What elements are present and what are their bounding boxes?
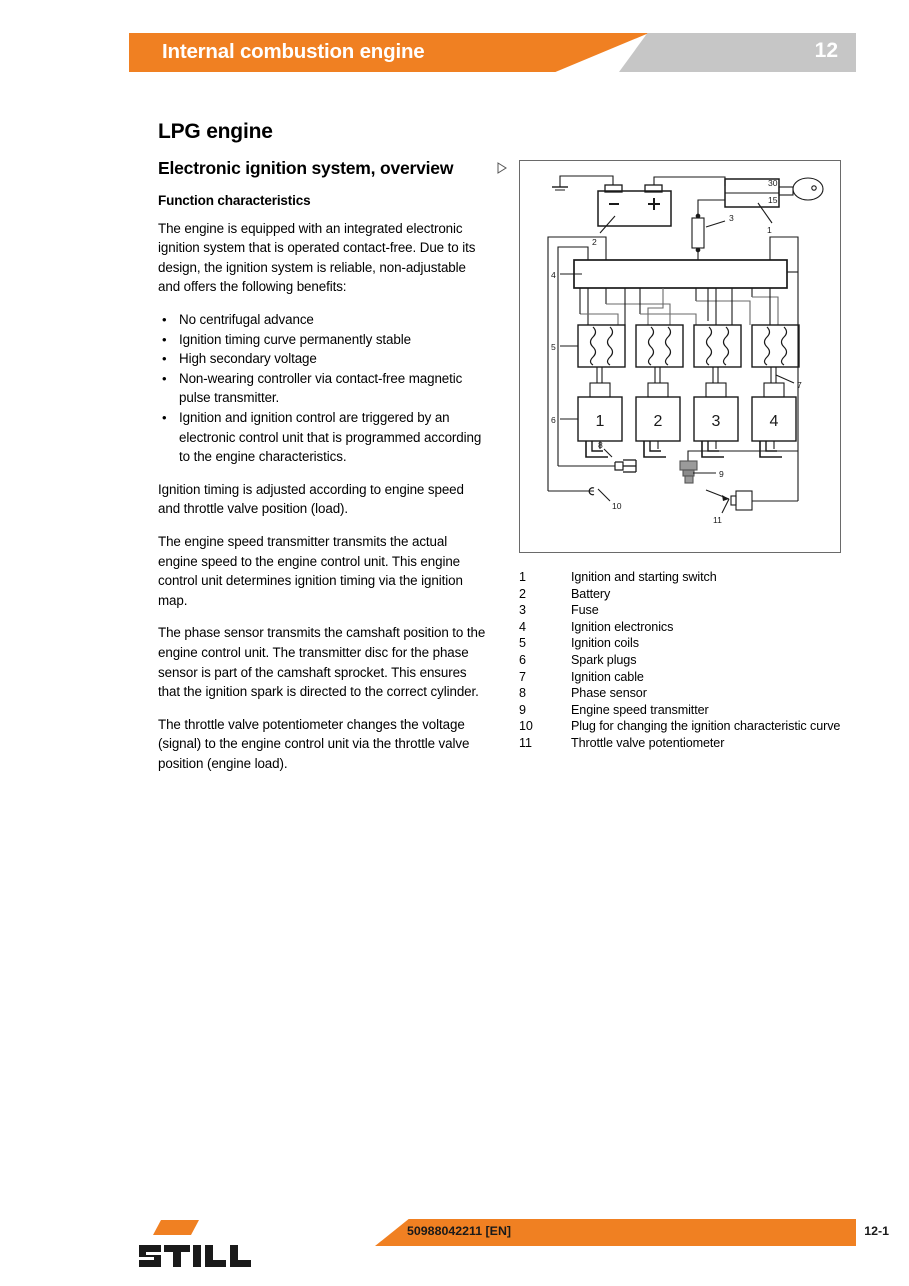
callout-3: 3 xyxy=(729,213,734,223)
legend-label: Plug for changing the ignition characteristic curve xyxy=(571,719,841,734)
cylinder-number-1: 1 xyxy=(595,413,605,430)
body-paragraph: The phase sensor transmits the camshaft position to the engine control unit. The transmitter disc for the phase sensor is part of the camshaft sprocket. This ensures that the ignition spark is directed to the correct cylinder. xyxy=(158,625,486,700)
terminal-15-label: 15 xyxy=(768,195,778,205)
heading-function-characteristics: Function characteristics xyxy=(158,193,311,209)
legend-item xyxy=(519,569,859,586)
legend-item xyxy=(519,602,859,619)
legend-item xyxy=(519,718,859,735)
legend-label: Ignition and starting switch xyxy=(571,570,717,584)
legend-item xyxy=(519,685,859,702)
chapter-number: 12 xyxy=(814,39,838,62)
cylinder-number-4: 4 xyxy=(769,413,779,430)
still-logo xyxy=(137,1216,263,1268)
subsection-heading-overview: Electronic ignition system, overview xyxy=(158,158,454,179)
page-header xyxy=(129,33,856,72)
legend-label: Throttle valve potentiometer xyxy=(571,735,725,750)
benefits-list xyxy=(158,310,488,467)
legend-number: 8 xyxy=(519,686,526,701)
legend-label: Ignition cable xyxy=(571,669,644,684)
callout-9: 9 xyxy=(719,469,724,479)
section-heading-lpg-engine: LPG engine xyxy=(158,120,273,143)
callout-1: 1 xyxy=(767,225,772,235)
legend-label: Spark plugs xyxy=(571,652,637,667)
callout-5: 5 xyxy=(551,342,556,352)
body-paragraph: Ignition timing is adjusted according to engine speed and throttle valve position (load). xyxy=(158,481,464,517)
callout-6: 6 xyxy=(551,415,556,425)
legend-item xyxy=(519,669,859,686)
callout-11: 11 xyxy=(713,515,722,525)
legend-number: 11 xyxy=(519,735,532,750)
callout-2: 2 xyxy=(592,237,597,247)
ignition-wiring-schematic xyxy=(520,161,840,552)
list-item: • High secondary voltage xyxy=(158,349,488,369)
legend-number: 10 xyxy=(519,719,533,734)
legend-item xyxy=(519,652,859,669)
body-paragraph: The throttle valve potentiometer changes the voltage (signal) to the engine control unit via the throttle valve position (engine load). xyxy=(158,716,470,771)
cylinder-number-3: 3 xyxy=(711,413,721,430)
legend-number: 5 xyxy=(519,636,526,651)
legend-label: Fuse xyxy=(571,603,599,618)
page-title: Internal combustion engine xyxy=(162,40,425,63)
document-number: 50988042211 [EN] xyxy=(407,1224,512,1238)
legend-label: Ignition electronics xyxy=(571,619,674,634)
body-paragraph: The engine speed transmitter transmits the actual engine speed to the engine control unit. This engine control unit determines ignition timing via the ignition map. xyxy=(158,533,463,608)
legend-number: 9 xyxy=(519,702,526,717)
legend-item xyxy=(519,635,859,652)
legend-label: Battery xyxy=(571,586,611,601)
intro-paragraph: The engine is equipped with an integrated electronic ignition system that is operated contact-free. Due to its design, the ignition system is reliable, non-adjustable and offers the following benefits: xyxy=(158,220,476,295)
terminal-30-label: 30 xyxy=(768,178,778,188)
figure-legend xyxy=(519,569,859,752)
callout-10: 10 xyxy=(612,501,622,511)
page-number: 12-1 xyxy=(864,1224,889,1238)
list-item: • Ignition timing curve permanently stable xyxy=(158,330,488,350)
legend-number: 4 xyxy=(519,619,526,634)
legend-number: 2 xyxy=(519,586,526,601)
legend-number: 7 xyxy=(519,669,526,684)
main-text-column xyxy=(158,120,488,787)
legend-label: Phase sensor xyxy=(571,686,647,701)
cylinder-number-2: 2 xyxy=(653,413,663,430)
list-item: • No centrifugal advance xyxy=(158,310,488,330)
callout-8: 8 xyxy=(598,440,603,450)
ignition-system-diagram xyxy=(519,160,841,553)
legend-number: 1 xyxy=(519,570,526,584)
list-item: • Non-wearing controller via contact-free magnetic pulse transmitter. xyxy=(158,369,488,408)
legend-item xyxy=(519,619,859,636)
list-item: • Ignition and ignition control are triggered by an electronic control unit that is programmed according to the engine characteristics. xyxy=(158,408,488,467)
legend-label: Ignition coils xyxy=(571,636,639,651)
callout-4: 4 xyxy=(551,270,556,280)
legend-item xyxy=(519,702,859,719)
legend-number: 3 xyxy=(519,603,526,618)
legend-item xyxy=(519,586,859,603)
legend-item xyxy=(519,735,859,752)
figure-reference-triangle-icon xyxy=(497,162,507,174)
legend-number: 6 xyxy=(519,652,526,667)
callout-7: 7 xyxy=(797,380,802,390)
legend-label: Engine speed transmitter xyxy=(571,702,709,717)
